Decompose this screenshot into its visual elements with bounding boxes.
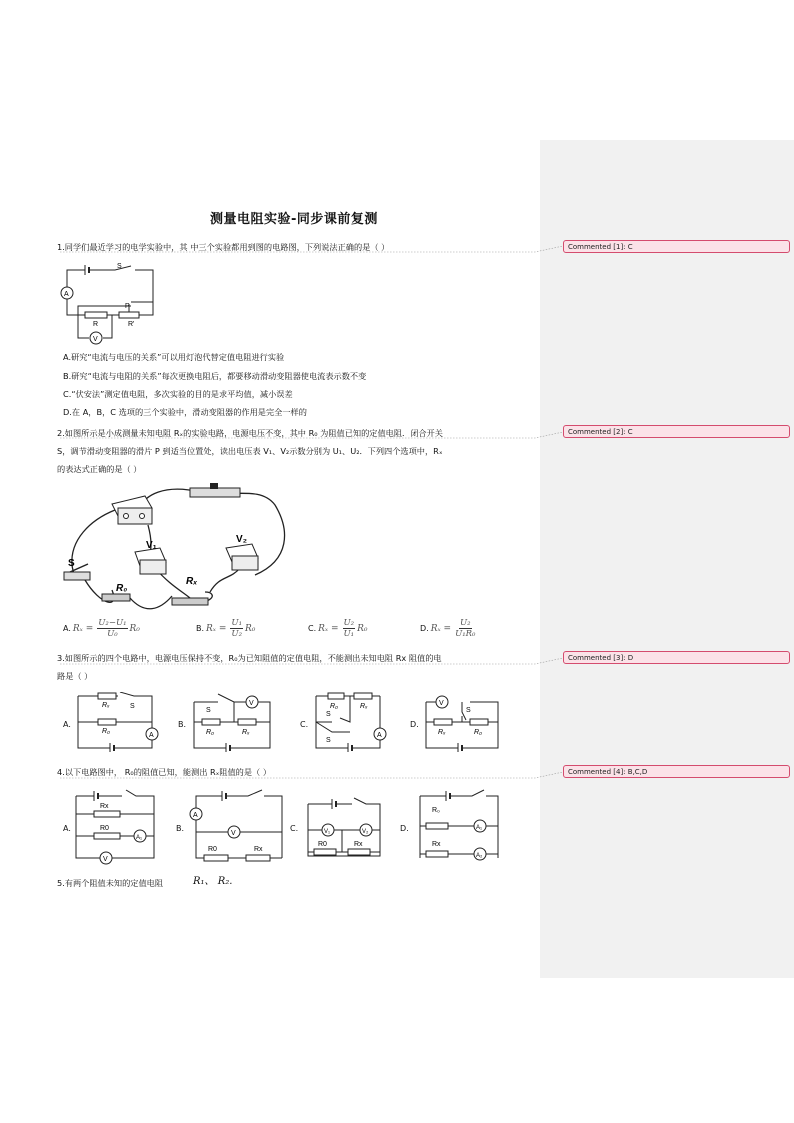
q4a-r0: R0 [100, 825, 109, 832]
q4d-r0: R₀ [432, 807, 440, 814]
q2-option-c[interactable] [308, 618, 367, 639]
comment-1-label: Commented [1]: C [568, 243, 633, 251]
q5-vars: R₁、 R₂. [193, 876, 233, 887]
q3-circuit-b [190, 692, 280, 752]
q3b-r0: R₀ [206, 729, 215, 736]
q2-option-lhs: Rₓ = [206, 623, 227, 634]
q4-circuit-d [414, 786, 504, 870]
q1-option-b: B.研究“电流与电阻的关系”每次更换电阻后，都要移动滑动变阻器使电流表示数不变 [63, 371, 367, 381]
q1-ammeter-label: A [64, 291, 69, 298]
q4b-ammeter: A [193, 812, 198, 819]
q2-option-denominator: U₁R₀ [455, 629, 476, 639]
q4d-ammeter-2: A₂ [476, 853, 483, 859]
q4a-rx: Rx [100, 803, 109, 810]
q2-option-tail: R₀ [357, 623, 368, 634]
q1-stem: 1.同学们最近学习的电学实验中，其 中三个实验都用到图的电路图，下列说法正确的是（ ） [57, 242, 390, 252]
q3c-switch-1: S [326, 711, 331, 718]
q4d-ammeter-1: A₁ [476, 825, 483, 831]
q2-option-fraction [230, 618, 243, 639]
comment-4-label: Commented [4]: B,C,D [568, 768, 648, 776]
q4d-rx: Rx [432, 841, 441, 848]
q2-voltmeter-v2 [226, 544, 258, 570]
q3d-rx: Rₓ [438, 729, 446, 736]
q1-rheostat-label: R' [128, 321, 135, 328]
q2-option-a[interactable] [63, 618, 140, 639]
q2-voltmeter-v1 [135, 548, 166, 574]
q3d-voltmeter: V [439, 700, 444, 707]
q3d-switch: S [466, 707, 471, 714]
q2-fig-r0: R₀ [116, 583, 128, 594]
q2-option-denominator: U₂ [231, 629, 242, 639]
comment-2[interactable] [563, 425, 790, 438]
q4-circuit-b [184, 786, 288, 870]
q2-line2: S，调节滑动变阻器的滑片 P 到适当位置处，读出电压表 V₁、V₂示数分别为 U₁、U₂．下列四个选项中，Rₓ [57, 446, 443, 456]
comment-pane [540, 140, 794, 978]
q2-fig-v1: V₁ [146, 540, 157, 551]
q2-option-lhs: Rₓ = [430, 623, 452, 634]
q2-option-lhs: Rₓ = [72, 623, 94, 634]
q2-line1: 2.如图所示是小成测量未知电阻 Rₓ的实验电路，电源电压不变，其中 R₀ 为阻值已知的定值电阻．闭合开关 [57, 428, 443, 438]
q4b-r0: R0 [208, 846, 217, 853]
q1-option-d: D.在 A，B，C 选项的三个实验中，滑动变阻器的作用是完全一样的 [63, 407, 307, 417]
q3-option-c-label[interactable]: C. [300, 720, 309, 729]
q1-option-a: A.研究“电流与电压的关系”可以用灯泡代替定值电阻进行实验 [63, 352, 285, 362]
q5-stem: 5.有两个阻值未知的定值电阻 [57, 878, 164, 888]
q2-option-d[interactable] [420, 618, 477, 639]
q4-circuit-a [72, 786, 162, 870]
q4-option-d-label[interactable]: D. [400, 824, 409, 833]
comment-2-label: Commented [2]: C [568, 428, 633, 436]
q2-option-letter: C. [308, 624, 317, 633]
q3-line2: 路是（ ） [57, 671, 93, 681]
q3a-rx: Rₓ [102, 702, 110, 709]
q2-option-tail: R₀ [129, 623, 140, 634]
q3d-r0: R₀ [474, 729, 483, 736]
q2-option-b[interactable] [196, 618, 255, 639]
q3-circuit-c [312, 692, 402, 752]
q3-option-a-label[interactable]: A. [63, 720, 71, 729]
q1-option-c: C.“伏安法”测定值电阻，多次实验的目的是求平均值，减小误差 [63, 389, 293, 399]
comment-3[interactable] [563, 651, 790, 664]
q1-resistor-label: R [93, 321, 99, 328]
q2-option-fraction [343, 618, 356, 639]
q2-resistor-rx [172, 598, 208, 605]
q3a-r0: R₀ [102, 728, 111, 735]
q2-rheostat [190, 483, 240, 497]
q4c-voltmeter-2: V₂ [362, 829, 369, 835]
q2-fig-rx: Rₓ [186, 576, 198, 587]
q2-option-denominator: U₀ [107, 629, 118, 639]
q3-option-b-label[interactable]: B. [178, 720, 187, 729]
q2-experiment-illustration [60, 480, 290, 620]
q2-option-numerator: U₂ [459, 618, 471, 628]
q3-line1: 3.如图所示的四个电路中，电源电压保持不变，R₀为已知阻值的定值电阻，不能测出未知电阻 Rx 阻值的电 [57, 653, 442, 663]
q4-option-c-label[interactable]: C. [290, 824, 299, 833]
q2-option-tail: R₀ [244, 623, 256, 634]
q2-option-lhs: Rₓ = [318, 623, 339, 634]
q3-circuit-a [74, 692, 164, 752]
q2-fig-s: S [68, 558, 75, 569]
q1-switch-label: S [117, 263, 122, 270]
q3c-ammeter: A [377, 732, 382, 739]
q3b-switch: S [206, 707, 211, 714]
q4c-r0: R0 [318, 841, 327, 848]
q1-voltmeter-label: V [93, 336, 98, 343]
q3c-r0: R₀ [330, 703, 339, 710]
q2-option-denominator: U₁ [343, 629, 355, 639]
comment-4[interactable] [563, 765, 790, 778]
q4-option-b-label[interactable]: B. [176, 824, 185, 833]
q2-option-letter: B. [196, 624, 205, 633]
q3c-switch-2: S [326, 737, 331, 744]
q2-fig-v2: V₂ [236, 534, 248, 545]
comment-1[interactable] [563, 240, 790, 253]
q2-option-letter: A. [63, 624, 71, 633]
q3b-voltmeter: V [249, 700, 254, 707]
q3-circuit-d [422, 692, 512, 752]
q1-slider-label: P [125, 303, 130, 310]
q3-option-d-label[interactable]: D. [410, 720, 419, 729]
q4-stem: 4.以下电路图中， R₀的阻值已知，能测出 Rₓ阻值的是（ ） [57, 767, 272, 777]
q2-resistor-r0 [102, 594, 130, 601]
q3a-switch: S [130, 703, 135, 710]
q4c-voltmeter-1: V₁ [324, 829, 331, 835]
q2-option-fraction [455, 618, 475, 639]
q2-power-supply [112, 496, 152, 524]
q4a-voltmeter: V [103, 856, 108, 863]
q4-circuit-c [304, 794, 388, 864]
q2-option-numerator: U₂−U₁ [98, 618, 127, 628]
q4a-ammeter: A₁ [136, 835, 143, 841]
q2-option-letter: D. [420, 624, 429, 633]
q1-circuit-diagram [55, 260, 165, 348]
page-title: 测量电阻实验-同步课前复测 [210, 212, 378, 227]
q2-option-numerator: U₂ [343, 618, 355, 628]
q4c-rx: Rx [354, 841, 363, 848]
q4b-voltmeter: V [231, 830, 236, 837]
q2-option-fraction [97, 618, 127, 639]
q2-line3: 的表达式正确的是（ ） [57, 464, 142, 474]
q3c-rx: Rₓ [360, 703, 368, 710]
q4b-rx: Rx [254, 846, 263, 853]
q2-option-numerator: U₁ [231, 618, 242, 628]
q3a-ammeter: A [149, 732, 154, 739]
q4-option-a-label[interactable]: A. [63, 824, 71, 833]
q3b-rx: Rₓ [242, 729, 250, 736]
comment-3-label: Commented [3]: D [568, 654, 634, 662]
